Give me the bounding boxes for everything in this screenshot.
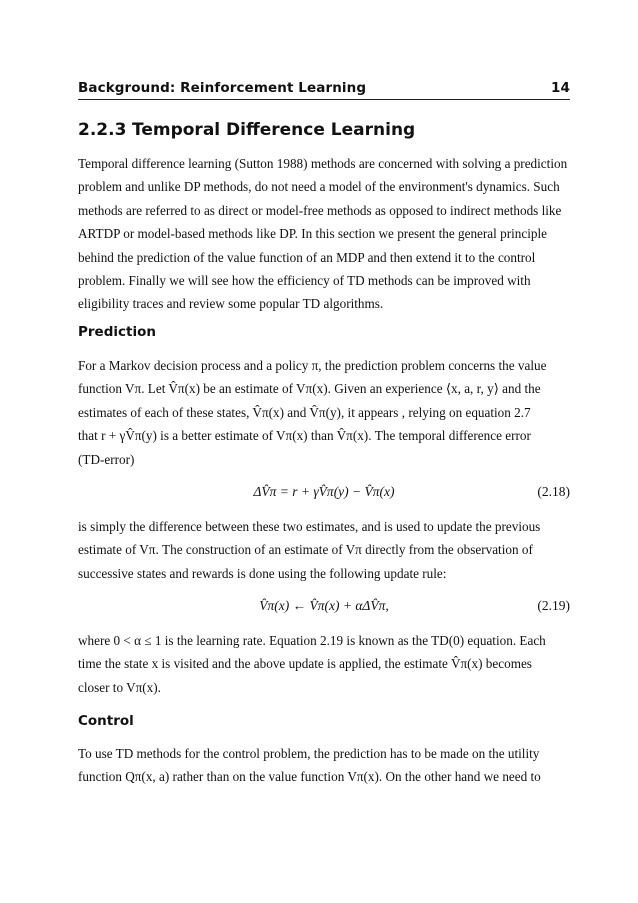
text-line: closer to Vπ(x).	[78, 679, 161, 695]
text-line: function Vπ. Let V̂π(x) be an estimate of Vπ(x). Given an experience ⟨x, a, r, y⟩ and the	[78, 381, 541, 397]
text-line: ARTDP or model-based methods like DP. In this section we present the general principle	[78, 226, 547, 242]
text-line: methods are referred to as direct or model-free methods as opposed to indirect methods like	[78, 202, 562, 218]
equation-body: ΔV̂π = r + γV̂π(y) − V̂π(x)	[253, 484, 395, 499]
subheading-prediction: Prediction	[78, 324, 156, 340]
text-line: where 0 < α ≤ 1 is the learning rate. Equation 2.19 is known as the TD(0) equation. Each	[78, 633, 546, 648]
control-paragraph	[78, 742, 570, 789]
text-line: time the state x is visited and the above update is applied, the estimate V̂π(x) becomes	[78, 656, 532, 672]
section-heading	[78, 120, 570, 140]
text-line: behind the prediction of the value function of an MDP and then extend it to the control	[78, 249, 536, 265]
equation-body: V̂π(x) ← V̂π(x) + αΔV̂π,	[259, 598, 389, 613]
prediction-paragraph-3	[78, 629, 570, 699]
prediction-paragraph-2	[78, 515, 570, 585]
text-line: that r + γV̂π(y) is a better estimate of Vπ(x) than V̂π(x). The temporal difference error	[78, 428, 531, 444]
equation-2-18	[78, 484, 570, 506]
text-line: successive states and rewards is done using the following update rule:	[78, 565, 447, 581]
text-line: estimates of each of these states, V̂π(x) and V̂π(y), it appears , relying on equation 2.7	[78, 404, 531, 420]
text-line: For a Markov decision process and a policy π, the prediction problem concerns the value	[78, 358, 547, 373]
prediction-paragraph-1	[78, 354, 570, 471]
section-number: 2.2.3	[78, 120, 127, 140]
equation-number: (2.18)	[537, 484, 570, 499]
text-line: eligibility traces and review some popular TD algorithms.	[78, 296, 384, 312]
text-line: (TD-error)	[78, 451, 135, 467]
text-line: estimate of Vπ. The construction of an estimate of Vπ directly from the observation of	[78, 542, 533, 558]
text-line: problem. Finally we will see how the efficiency of TD methods can be improved with	[78, 273, 531, 289]
text-line: function Qπ(x, a) rather than on the value function Vπ(x). On the other hand we need to	[78, 769, 541, 785]
running-title: Background: Reinforcement Learning	[78, 80, 367, 96]
text-line: problem and unlike DP methods, do not need a model of the environment's dynamics. Such	[78, 179, 560, 195]
running-header	[78, 80, 570, 100]
page-number: 14	[551, 80, 570, 96]
text-line: To use TD methods for the control problem, the prediction has to be made on the utility	[78, 746, 540, 761]
text-line: is simply the difference between these two estimates, and is used to update the previous	[78, 519, 541, 534]
equation-2-19	[78, 598, 570, 620]
section-title: Temporal Difference Learning	[132, 120, 416, 140]
intro-paragraph	[78, 152, 570, 316]
equation-number: (2.19)	[537, 598, 570, 613]
text-line: Temporal difference learning (Sutton 1988) methods are concerned with solving a prediction	[78, 156, 568, 171]
subheading-control: Control	[78, 713, 134, 729]
